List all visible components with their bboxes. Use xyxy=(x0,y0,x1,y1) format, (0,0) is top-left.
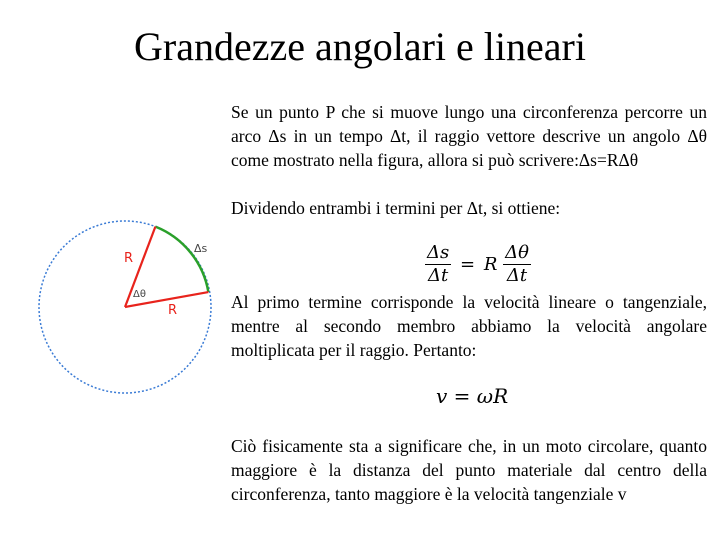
paragraph-velocity: Al primo termine corrisponde la velocità lineare o tangenziale, mentre al secondo membro abbiamo la velocità angolare moltiplicata per il raggio. Pertanto: xyxy=(231,292,707,360)
paragraph-intro: Se un punto P che si muove lungo una circonferenza percorre un arco Δs in un tempo Δt, il raggio vettore descrive un angolo Δθ come mostrato nella figura, allora si può scrivere:Δs=RΔθ xyxy=(231,102,707,170)
paragraph-divide: Dividendo entrambi i termini per Δt, si ottiene: xyxy=(231,198,561,218)
page-title: Grandezze angolari e lineari xyxy=(134,24,586,69)
formula-ratio xyxy=(425,242,531,287)
label-r-top: R xyxy=(124,251,134,266)
formula-v-omega-r: v = ωR xyxy=(436,384,509,408)
label-delta-s: Δs xyxy=(194,242,208,255)
equals-sign: = xyxy=(459,254,476,275)
label-r-bottom: R xyxy=(168,303,178,318)
circle-diagram xyxy=(20,210,220,410)
fraction-dtheta-dt xyxy=(503,242,531,287)
fraction-num-dtheta: Δθ xyxy=(505,242,529,263)
fraction-den-dt: Δt xyxy=(428,265,449,286)
fraction-den-dt-2: Δt xyxy=(506,265,528,286)
formula-coefficient: R xyxy=(483,254,498,275)
label-delta-theta: Δθ xyxy=(133,289,146,300)
paragraph-conclusion: Ciò fisicamente sta a significare che, in un moto circolare, quanto maggiore è la distanza del punto materiale dal centro della circonferenza, tanto maggiore è la velocità tangenziale v xyxy=(231,436,707,504)
arc-delta-s xyxy=(155,227,208,293)
fraction-num-ds: Δs xyxy=(427,242,450,263)
fraction-ds-dt xyxy=(425,242,451,287)
